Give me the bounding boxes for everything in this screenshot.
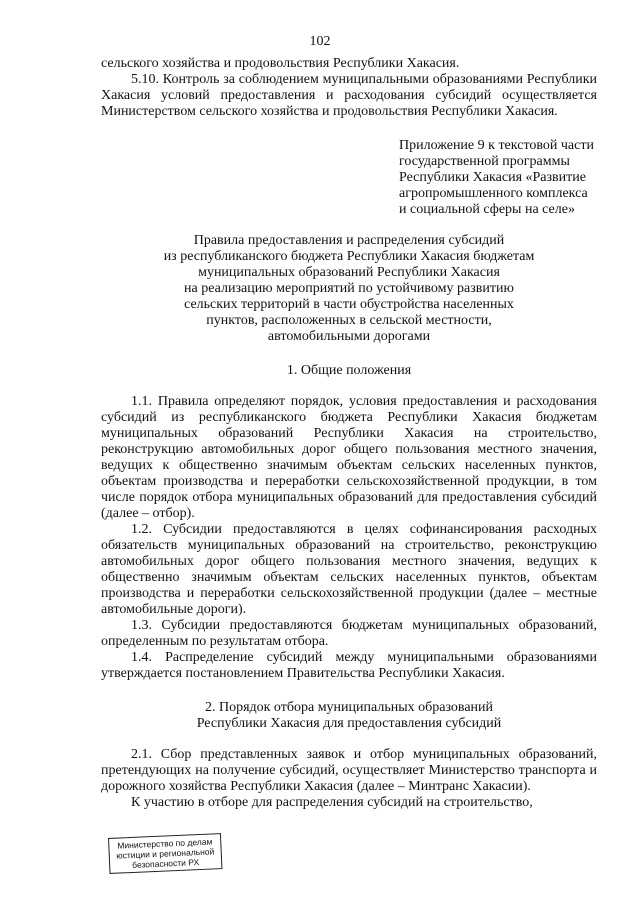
- rules-title-line: автомобильными дорогами: [267, 329, 431, 344]
- rules-title-line: сельских территорий в части обустройства населенных: [184, 297, 514, 312]
- section-title-line: 2. Порядок отбора муниципальных образований: [204, 700, 494, 715]
- stamp-line: безопасности РХ: [131, 857, 200, 870]
- document-body: [101, 56, 597, 811]
- rules-title-line: пунктов, расположенных в сельской местности,: [206, 313, 492, 328]
- section-1-title: [101, 363, 597, 379]
- appendix-note: Приложение 9 к текстовой части государственной программы Республики Хакасия «Развитие агропромышленного комплекса и социальной сферы на селе»: [399, 138, 594, 217]
- stamp-line: Министерство по делам: [117, 836, 213, 851]
- paragraph-1-3: 1.3. Субсидии предоставляются бюджетам муниципальных образований, определенным по результатам отбора.: [101, 618, 597, 649]
- section-title-line: 1. Общие положения: [286, 363, 412, 378]
- rules-title: [101, 233, 597, 345]
- paragraph-1-2: 1.2. Субсидии предоставляются в целях софинансирования расходных обязательств муниципальных образований на строительство, реконструкцию автомобильных дорог общего пользования местного значения, ведущих к общественно значимым объектам сельских населенных пунктов, объектам производства и переработки сельскохозяйственной продукции (далее – местные автомобильные дороги).: [101, 522, 597, 617]
- rules-title-line: Правила предоставления и распределения субсидий: [193, 233, 505, 248]
- paragraph-5-10: 5.10. Контроль за соблюдением муниципальными образованиями Республики Хакасия условий предоставления и расходования субсидий осуществляется Министерством сельского хозяйства и продовольствия Республики Хакасия.: [101, 72, 597, 119]
- section-2-title: [101, 700, 597, 732]
- stamp-line: юстиции и региональной: [115, 846, 215, 861]
- paragraph-1-1: 1.1. Правила определяют порядок, условия предоставления и расходования субсидий из республиканского бюджета Республики Хакасия бюджетам муниципальных образований Республики Хакасия на строительство, реконструкцию автомобильных дорог общего пользования местного значения, ведущих к общественно значимым объектам сельских населенных пунктов, объектам производства и переработки сельскохозяйственной продукции, в том числе порядок отбора муниципальных образований для предоставления субсидий (далее – отбор).: [101, 394, 597, 521]
- rules-title-line: на реализацию мероприятий по устойчивому развитию: [184, 281, 514, 296]
- paragraph-2-1: 2.1. Сбор представленных заявок и отбор муниципальных образований, претендующих на получение субсидий, осуществляет Министерство транспорта и дорожного хозяйства Республики Хакасия (далее – Минтранс Хакасии).: [101, 747, 597, 794]
- paragraph-1-4: 1.4. Распределение субсидий между муниципальными образованиями утверждается постановлением Правительства Республики Хакасия.: [101, 650, 597, 681]
- page-number: 102: [309, 34, 331, 49]
- section-title-line: Республики Хакасия для предоставления субсидий: [196, 716, 502, 731]
- rules-title-line: муниципальных образований Республики Хакасия: [198, 265, 500, 280]
- paragraph-continuation: сельского хозяйства и продовольствия Республики Хакасия.: [101, 56, 460, 71]
- rules-title-line: из республиканского бюджета Республики Хакасия бюджетам: [163, 249, 535, 264]
- registration-stamp: [108, 833, 222, 874]
- paragraph-2-continuation: К участию в отборе для распределения субсидий на строительство,: [131, 795, 533, 810]
